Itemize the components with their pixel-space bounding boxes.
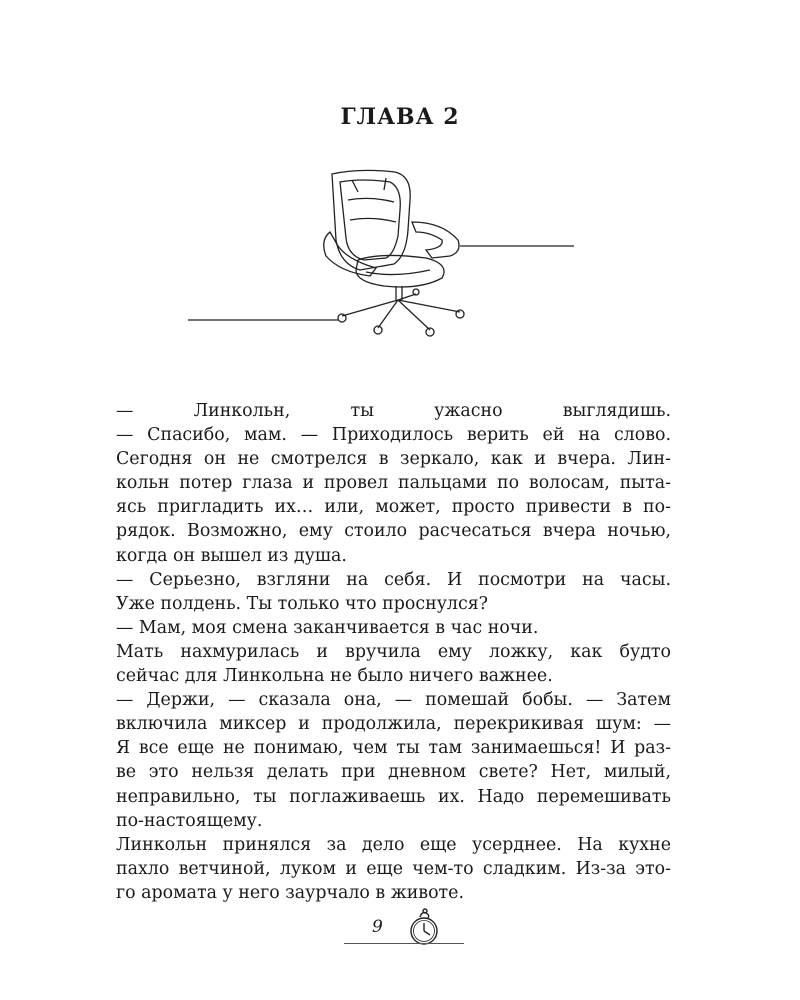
footer-rule — [344, 943, 464, 944]
text-line: ясь пригладить их… или, может, просто привести в по- — [116, 497, 671, 518]
text-line: пахло ветчиной, луком и еще чем-то сладким. Из-за это- — [116, 858, 671, 879]
text-line: — Спасибо, мам. — Приходилось верить ей на слово. — [116, 425, 671, 446]
text-line: кольн потер глаза и провел пальцами по волосам, пыта- — [116, 473, 671, 494]
text-line: сейчас для Линкольна не было ничего важнее. — [116, 666, 553, 687]
text-line: ве это нельзя делать при дневном свете? Нет, милый, — [116, 762, 671, 783]
text-line: Линкольн принялся за дело еще усерднее. На кухне — [116, 834, 671, 855]
text-line: Мать нахмурилась и вручила ему ложку, как будто — [116, 641, 671, 662]
text-line: неправильно, ты поглаживаешь их. Надо перемешивать — [116, 786, 671, 807]
text-line: го аромата у него заурчало в животе. — [116, 882, 464, 903]
page-number: 9 — [372, 917, 383, 937]
office-chair-illustration — [180, 160, 590, 340]
text-line: включила миксер и продолжила, перекрикивая шум: — — [116, 714, 671, 735]
text-line: Уже полдень. Ты только что проснулся? — [116, 593, 489, 614]
text-line: Сегодня он не смотрелся в зеркало, как и вчера. Лин- — [116, 449, 671, 470]
clock-icon — [404, 907, 444, 947]
text-line: — Мам, моя смена заканчивается в час ночи. — [116, 617, 539, 638]
text-line: — Линкольн, ты ужасно выглядишь. — [116, 401, 671, 421]
text-line: когда он вышел из душа. — [116, 545, 347, 566]
text-line: по-настоящему. — [116, 810, 263, 831]
text-line: — Держи, — сказала она, — помешай бобы. — Затем — [116, 690, 671, 711]
text-line: — Серьезно, взгляни на себя. И посмотри на часы. — [116, 569, 671, 590]
text-line: Я все еще не понимаю, чем ты там занимаешься! И раз- — [116, 738, 671, 759]
chapter-title: ГЛАВА 2 — [340, 104, 460, 130]
chapter-body — [116, 399, 671, 905]
page-footer — [344, 907, 464, 951]
text-line: рядок. Возможно, ему стоило расчесаться вчера ночью, — [116, 521, 671, 542]
